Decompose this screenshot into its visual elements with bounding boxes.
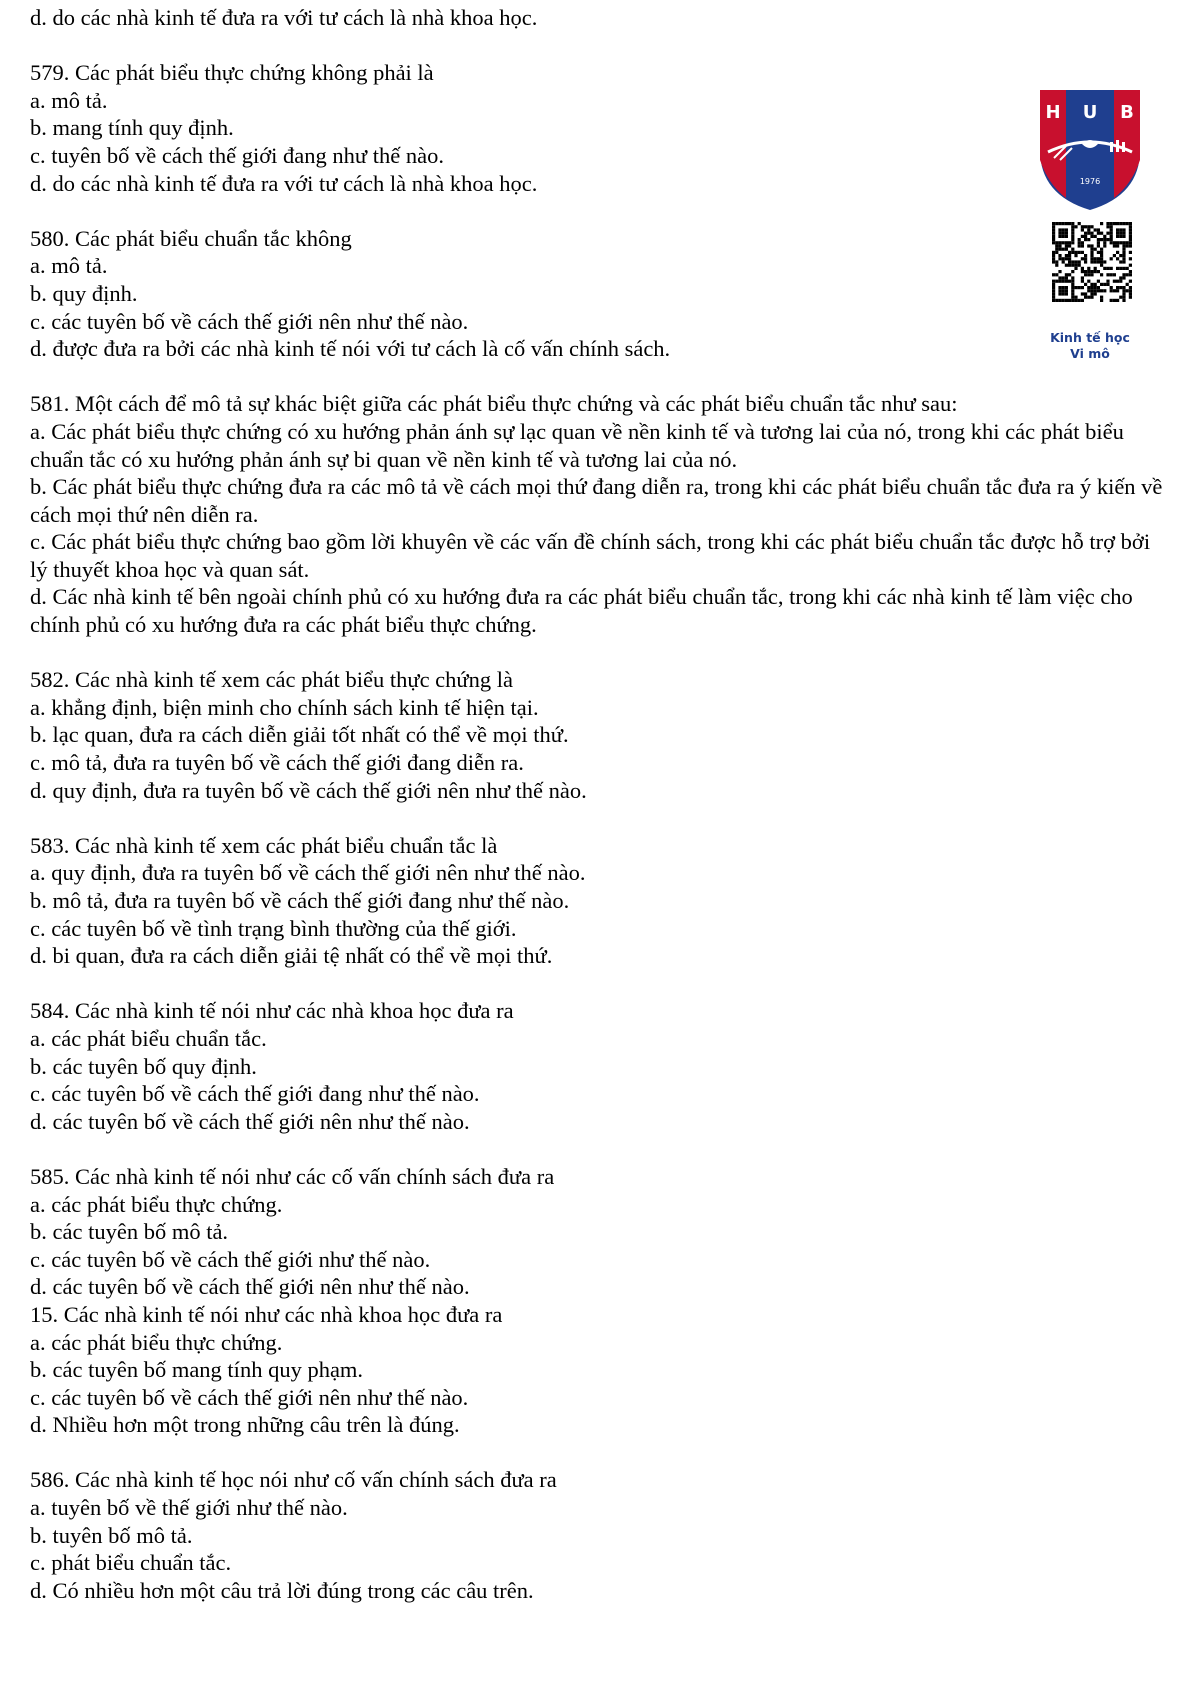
question-15: 15. Các nhà kinh tế nói như các nhà khoa học đưa ra [30, 1301, 503, 1327]
question-580: 580. Các phát biểu chuẩn tắc không [30, 225, 352, 251]
option-583-d: d. bi quan, đưa ra cách diễn giải tệ nhất có thể về mọi thứ. [30, 943, 553, 969]
spacer [30, 1439, 1170, 1467]
qr-code-icon [1052, 222, 1132, 302]
option-581-a: a. Các phát biểu thực chứng có xu hướng phản ánh sự lạc quan về nền kinh tế và tương lai của nó, trong khi các phát biểu chuẩn tắc có xu hướng phản ánh sự bi quan về nền kinh tế và tương lai của nó. [30, 418, 1124, 472]
hub-badge [1030, 80, 1150, 361]
badge-subtitle: Vi mô [1070, 346, 1110, 361]
option-581-c: c. Các phát biểu thực chứng bao gồm lời khuyên về các vấn đề chính sách, trong khi các phát biểu chuẩn tắc được hỗ trợ bởi lý thuyết khoa học và quan sát. [30, 529, 1151, 582]
spacer [30, 197, 1170, 225]
shield-year: 1976 [1079, 177, 1101, 186]
question-582: 582. Các nhà kinh tế xem các phát biểu thực chứng là [30, 667, 513, 693]
option-583-b: b. mô tả, đưa ra tuyên bố về cách thế giới đang như thế nào. [30, 888, 570, 913]
hub-shield-logo [1030, 80, 1150, 215]
option-585-b: b. các tuyên bố mô tả. [30, 1219, 229, 1245]
top-line: d. do các nhà kinh tế đưa ra với tư cách là nhà khoa học. [30, 5, 538, 30]
option-584-b: b. các tuyên bố quy định. [30, 1053, 257, 1079]
option-582-d: d. quy định, đưa ra tuyên bố về cách thế giới nên như thế nào. [30, 777, 587, 803]
option-583-a: a. quy định, đưa ra tuyên bố về cách thế giới nên như thế nào. [30, 860, 586, 886]
option-586-a: a. tuyên bố về thế giới như thế nào. [30, 1495, 348, 1521]
option-583-c: c. các tuyên bố về tình trạng bình thường của thế giới. [30, 915, 517, 941]
option-582-c: c. mô tả, đưa ra tuyên bố về cách thế giới đang diễn ra. [30, 750, 524, 776]
question-585: 585. Các nhà kinh tế nói như các cố vấn chính sách đưa ra [30, 1163, 555, 1189]
option-579-b: b. mang tính quy định. [30, 115, 234, 141]
question-584: 584. Các nhà kinh tế nói như các nhà khoa học đưa ra [30, 998, 514, 1024]
question-583: 583. Các nhà kinh tế xem các phát biểu chuẩn tắc là [30, 832, 498, 858]
shield-letter-h: H [1045, 102, 1061, 123]
option-584-c: c. các tuyên bố về cách thế giới đang như thế nào. [30, 1081, 480, 1107]
option-580-d: d. được đưa ra bởi các nhà kinh tế nói với tư cách là cố vấn chính sách. [30, 336, 671, 362]
option-582-b: b. lạc quan, đưa ra cách diễn giải tốt nhất có thể về mọi thứ. [30, 722, 569, 748]
spacer [30, 639, 1170, 667]
spacer [30, 363, 1170, 391]
question-581: 581. Một cách để mô tả sự khác biệt giữa các phát biểu thực chứng và các phát biểu chuẩn tắc như sau: [30, 391, 958, 417]
spacer [30, 970, 1170, 998]
option-579-d: d. do các nhà kinh tế đưa ra với tư cách là nhà khoa học. [30, 170, 538, 196]
option-585-c: c. các tuyên bố về cách thế giới như thế nào. [30, 1246, 431, 1272]
option-15-d: d. Nhiều hơn một trong những câu trên là đúng. [30, 1412, 460, 1438]
question-586: 586. Các nhà kinh tế học nói như cố vấn chính sách đưa ra [30, 1467, 557, 1493]
option-585-d: d. các tuyên bố về cách thế giới nên như thế nào. [30, 1274, 470, 1300]
option-586-c: c. phát biểu chuẩn tắc. [30, 1550, 232, 1576]
option-579-a: a. mô tả. [30, 87, 108, 113]
option-586-b: b. tuyên bố mô tả. [30, 1522, 193, 1548]
spacer [30, 1135, 1170, 1163]
shield-letter-b: B [1120, 102, 1134, 123]
option-581-b: b. Các phát biểu thực chứng đưa ra các mô tả về cách mọi thứ đang diễn ra, trong khi các phát biểu chuẩn tắc đưa ra ý kiến về cách mọi thứ nên diễn ra. [30, 474, 1163, 527]
spacer [30, 804, 1170, 832]
option-584-d: d. các tuyên bố về cách thế giới nên như thế nào. [30, 1108, 470, 1134]
option-579-c: c. tuyên bố về cách thế giới đang như thế nào. [30, 142, 444, 168]
spacer [30, 32, 1170, 60]
shield-letter-u: U [1082, 102, 1098, 123]
document-body [30, 4, 1170, 1604]
option-580-b: b. quy định. [30, 280, 138, 306]
badge-title: Kinh tế học [1050, 330, 1130, 345]
option-582-a: a. khẳng định, biện minh cho chính sách kinh tế hiện tại. [30, 694, 539, 720]
option-586-d: d. Có nhiều hơn một câu trả lời đúng trong các câu trên. [30, 1577, 534, 1603]
option-584-a: a. các phát biểu chuẩn tắc. [30, 1025, 267, 1051]
question-579: 579. Các phát biểu thực chứng không phải là [30, 60, 434, 86]
option-15-c: c. các tuyên bố về cách thế giới nên như thế nào. [30, 1384, 469, 1410]
option-15-a: a. các phát biểu thực chứng. [30, 1329, 283, 1355]
option-580-a: a. mô tả. [30, 253, 108, 279]
option-581-d: d. Các nhà kinh tế bên ngoài chính phủ có xu hướng đưa ra các phát biểu chuẩn tắc, trong khi các nhà kinh tế làm việc cho chính phủ có xu hướng đưa ra các phát biểu thực chứng. [30, 584, 1133, 638]
option-15-b: b. các tuyên bố mang tính quy phạm. [30, 1357, 364, 1383]
option-580-c: c. các tuyên bố về cách thế giới nên như thế nào. [30, 308, 469, 334]
option-585-a: a. các phát biểu thực chứng. [30, 1191, 283, 1217]
